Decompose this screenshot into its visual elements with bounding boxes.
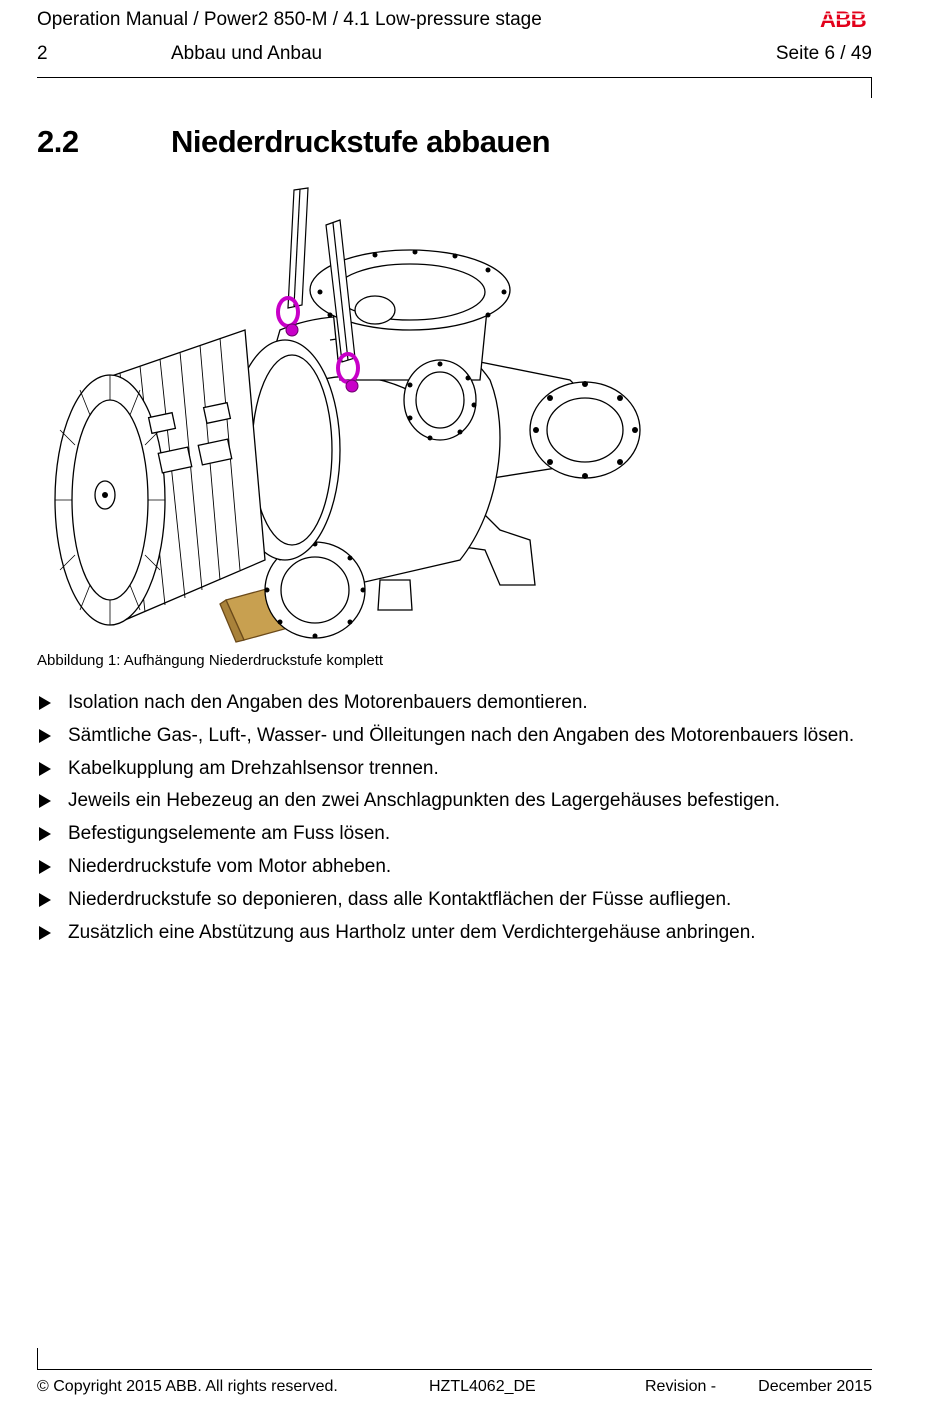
triangle-bullet-icon [39, 926, 51, 940]
header-divider [37, 77, 872, 78]
list-item [37, 856, 857, 878]
list-item [37, 758, 857, 780]
triangle-bullet-icon [39, 762, 51, 776]
list-item [37, 823, 857, 845]
chapter-title: Abbau und Anbau [171, 43, 323, 64]
triangle-bullet-icon [39, 893, 51, 907]
publication-date: December 2015 [758, 1378, 872, 1395]
document-title: Operation Manual / Power2 850-M / 4.1 Low-pressure stage [37, 9, 542, 30]
abb-logo [820, 7, 873, 29]
copyright-text: © Copyright 2015 ABB. All rights reserved. [37, 1378, 338, 1395]
step-text: Isolation nach den Angaben des Motorenbauers demontieren. [68, 692, 588, 713]
list-item [37, 725, 857, 747]
footer-divider-tick [37, 1348, 38, 1369]
triangle-bullet-icon [39, 729, 51, 743]
revision-text: Revision - [645, 1378, 717, 1395]
figure-caption: Abbildung 1: Aufhängung Niederdruckstufe komplett [37, 652, 384, 669]
list-item [37, 889, 857, 911]
section-number: 2.2 [37, 124, 79, 159]
turbocharger-illustration [30, 180, 650, 645]
triangle-bullet-icon [39, 794, 51, 808]
chapter-number: 2 [37, 43, 48, 64]
list-item [37, 922, 857, 944]
page-number: Seite 6 / 49 [775, 43, 872, 64]
step-text: Jeweils ein Hebezeug an den zwei Anschlagpunkten des Lagergehäuses befestigen. [68, 790, 780, 812]
list-item [37, 790, 857, 812]
triangle-bullet-icon [39, 696, 51, 710]
triangle-bullet-icon [39, 827, 51, 841]
list-item [37, 692, 857, 714]
step-text: Sämtliche Gas-, Luft-, Wasser- und Ölleitungen nach den Angaben des Motorenbauers lösen. [68, 724, 855, 746]
step-text: Niederdruckstufe so deponieren, dass alle Kontaktflächen der Füsse aufliegen. [68, 888, 732, 910]
document-id: HZTL4062_DE [429, 1378, 536, 1395]
step-text: Kabelkupplung am Drehzahlsensor trennen. [68, 757, 439, 779]
footer-divider [37, 1369, 872, 1370]
triangle-bullet-icon [39, 860, 51, 874]
procedure-steps [37, 692, 857, 954]
header-divider-tick [871, 77, 872, 98]
step-text: Befestigungselemente am Fuss lösen. [68, 823, 391, 845]
step-text: Niederdruckstufe vom Motor abheben. [68, 855, 392, 877]
step-text: Zusätzlich eine Abstützung aus Hartholz unter dem Verdichtergehäuse anbringen. [68, 921, 756, 943]
section-title: Niederdruckstufe abbauen [171, 124, 551, 159]
svg-text:ABB: ABB [820, 7, 867, 29]
